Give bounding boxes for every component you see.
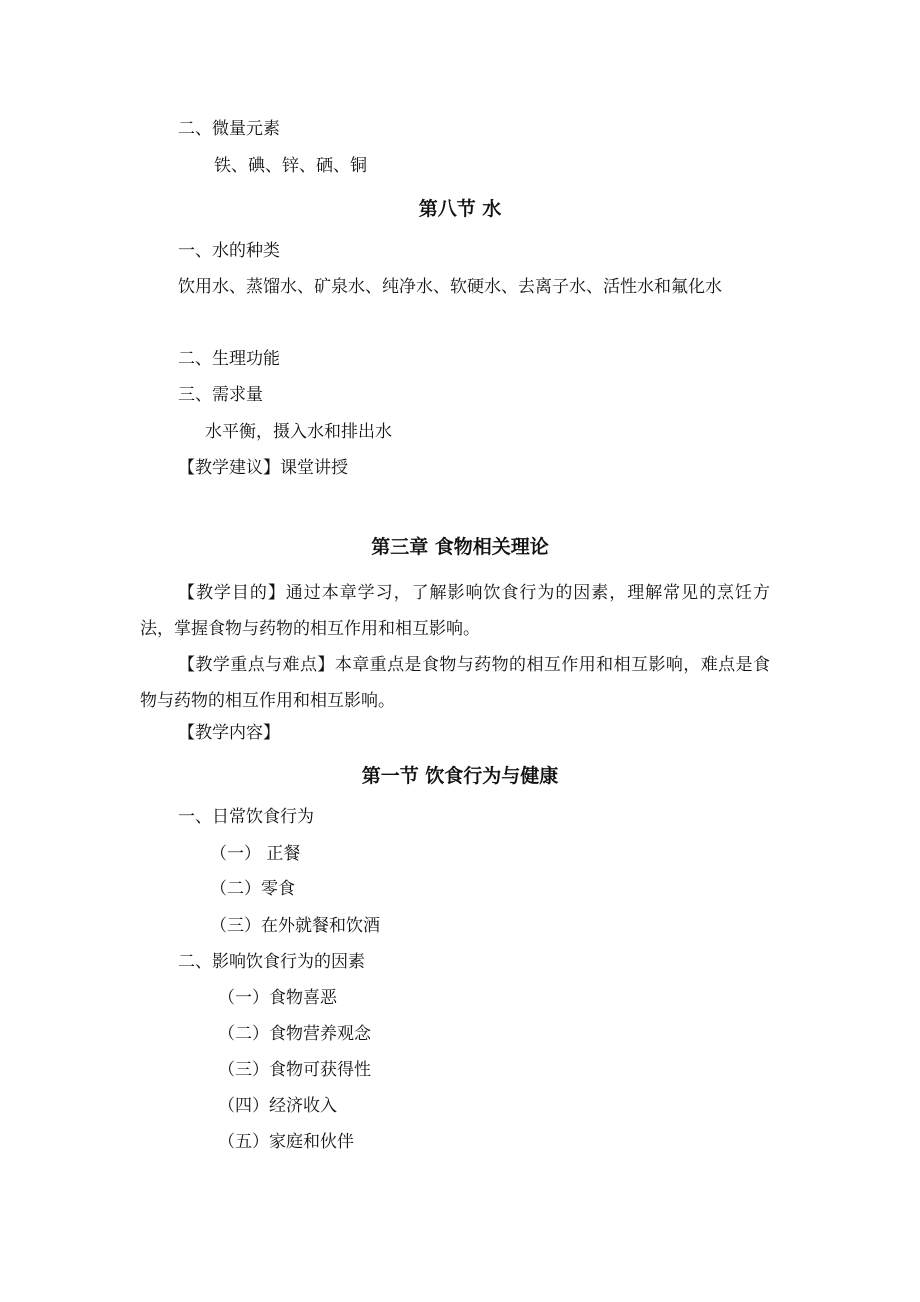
diet-factor-4: （四）经济收入 — [218, 1096, 337, 1116]
water-types-heading: 一、水的种类 — [178, 241, 280, 261]
water-demand-heading: 三、需求量 — [178, 385, 263, 405]
chapter3-title: 第三章 食物相关理论 — [371, 536, 549, 558]
diet-factor-1: （一）食物喜恶 — [218, 988, 337, 1008]
daily-diet-heading: 一、日常饮食行为 — [178, 807, 314, 827]
chapter3-keypoints-text: 【教学重点与难点】本章重点是食物与药物的相互作用和相互影响，难点是食物与药物的相互作用和相互影响。 — [140, 655, 770, 711]
daily-diet-sub-2: （二）零食 — [210, 879, 295, 899]
chapter3-keypoints — [140, 647, 770, 719]
micro-elements-list: 铁、碘、锌、硒、铜 — [214, 156, 367, 176]
diet-factor-5: （五）家庭和伙伴 — [218, 1132, 354, 1152]
section-diet-behavior-title: 第一节 饮食行为与健康 — [361, 765, 559, 787]
water-demand-content: 水平衡，摄入水和排出水 — [205, 422, 392, 442]
water-physiology-heading: 二、生理功能 — [178, 349, 280, 369]
micro-elements-heading: 二、微量元素 — [178, 119, 280, 139]
water-types-text: 饮用水、蒸馏水、矿泉水、纯净水、软硬水、去离子水、活性水和氟化水 — [178, 277, 722, 297]
water-types-content — [140, 269, 770, 305]
diet-factors-heading: 二、影响饮食行为的因素 — [178, 952, 365, 972]
diet-factor-2: （二）食物营养观念 — [218, 1024, 371, 1044]
diet-factor-3: （三）食物可获得性 — [218, 1060, 371, 1080]
daily-diet-sub-1: （一） 正餐 — [210, 844, 301, 864]
chapter3-objective-text: 【教学目的】通过本章学习，了解影响饮食行为的因素，理解常见的烹饪方法，掌握食物与药物的相互作用和相互影响。 — [140, 583, 770, 639]
water-teaching-suggestion: 【教学建议】课堂讲授 — [178, 458, 348, 478]
chapter3-objective — [140, 575, 770, 647]
chapter3-content-label: 【教学内容】 — [178, 723, 280, 743]
section-water-title: 第八节 水 — [418, 198, 502, 220]
daily-diet-sub-3: （三）在外就餐和饮酒 — [210, 916, 380, 936]
